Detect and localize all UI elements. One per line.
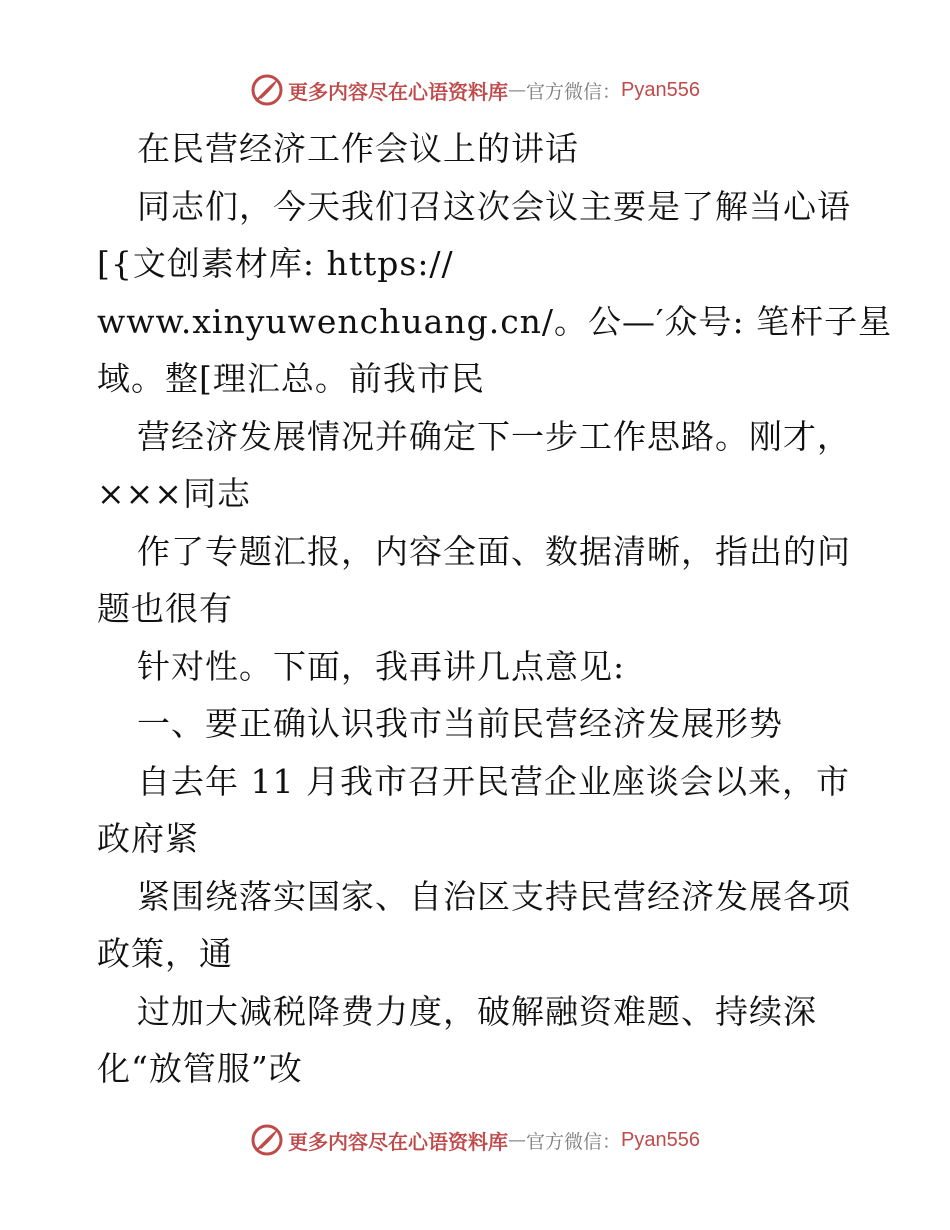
text-line: 作了专题汇报，内容全面、数据清晰，指出的问 (137, 531, 851, 571)
footer-banner (0, 1120, 950, 1160)
text-line: 同志们，今天我们召这次会议主要是了解当心语 (137, 186, 851, 226)
text-line: 题也很有 (97, 589, 233, 628)
text-line: 政府紧 (97, 819, 199, 858)
banner-brand-text: 更多内容尽在心语资料库 (288, 79, 508, 104)
banner-dash: — (508, 79, 526, 101)
banner-brand-text: 更多内容尽在心语资料库 (288, 1129, 508, 1154)
banner-wechat-id: Pyan556 (621, 78, 700, 101)
banner-dash: — (508, 1129, 526, 1151)
text-line: ×××同志 (97, 474, 251, 513)
text-line: 政策，通 (97, 934, 233, 973)
text-line: 紧围绕落实国家、自治区支持民营经济发展各项 (137, 876, 851, 916)
document-title: 在民营经济工作会议上的讲话 (137, 129, 579, 168)
header-banner (0, 70, 950, 110)
feather-logo-icon (250, 73, 284, 107)
text-line: 域。整[理汇总。前我市民 (97, 359, 485, 398)
banner-wechat-id: Pyan556 (621, 1128, 700, 1151)
text-line: 过加大减税降费力度，破解融资难题、持续深 (137, 991, 817, 1031)
text-line: www.xinyuwenchuang.cn/。公—′众号: 笔杆子星 (97, 301, 893, 341)
text-line: 自去年 11 月我市召开民营企业座谈会以来，市 (137, 761, 850, 801)
text-line: [{文创素材库: https:// (97, 244, 454, 283)
feather-logo-icon (250, 1123, 284, 1157)
document-body (97, 120, 893, 1098)
text-line: 针对性。下面，我再讲几点意见: (137, 646, 626, 686)
section-heading: 一、要正确认识我市当前民营经济发展形势 (137, 704, 783, 743)
banner-official-label: 官方微信： (526, 1130, 622, 1153)
text-line: 化“放管服”改 (97, 1049, 303, 1088)
text-line: 营经济发展情况并确定下一步工作思路。刚才， (137, 416, 851, 456)
banner-official-label: 官方微信： (526, 80, 622, 103)
